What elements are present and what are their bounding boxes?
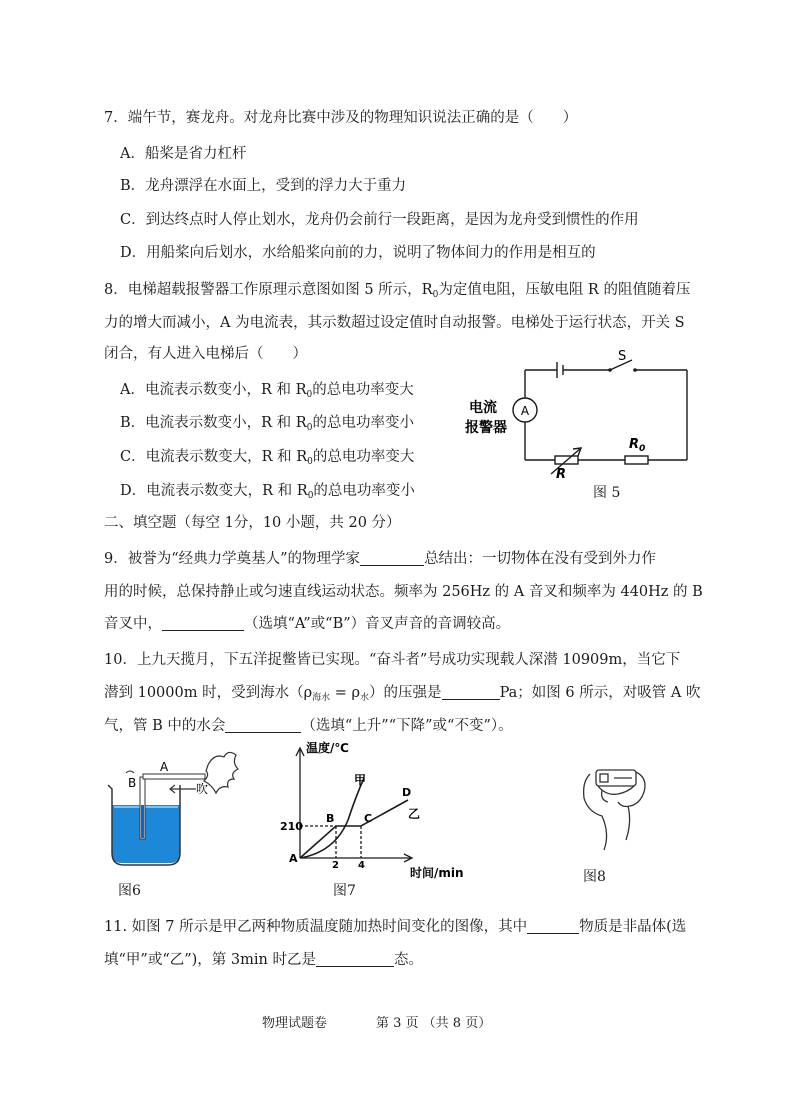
q8-a-sub: 0 bbox=[306, 390, 313, 400]
switch-label: S bbox=[618, 350, 627, 364]
q8-option-b bbox=[120, 413, 414, 438]
figure-7-caption: 图7 bbox=[333, 883, 356, 899]
r0-resistor bbox=[625, 456, 648, 464]
point-b: B bbox=[326, 812, 335, 825]
q9-l3-a: 音叉中， bbox=[104, 616, 162, 632]
q10-l2-a: 潜到 10000m 时，受到海水（ρ bbox=[104, 685, 313, 701]
y-axis-label: 温度/℃ bbox=[306, 741, 349, 755]
figure-7-graph bbox=[280, 740, 480, 880]
q8-a-pre: A．电流表示数变小，R 和 R bbox=[120, 382, 307, 398]
q8-line1-sub: 0 bbox=[432, 290, 439, 300]
q8-stem-line1 bbox=[104, 280, 690, 305]
figure-8-caption: 图8 bbox=[583, 869, 606, 885]
q7-stem: 7．端午节，赛龙舟。对龙舟比赛中涉及的物理知识说法正确的是（ ） bbox=[104, 110, 578, 126]
q10-sub-water: 水 bbox=[360, 693, 370, 703]
q8-option-d bbox=[120, 481, 415, 506]
q7-option-b: B．龙舟漂浮在水面上，受到的浮力大于重力 bbox=[120, 178, 407, 194]
q10-line3 bbox=[104, 716, 513, 736]
q9-line1 bbox=[104, 549, 656, 569]
q8-d-post: 的总电功率变小 bbox=[313, 483, 415, 499]
q8-c-pre: C．电流表示数变大，R 和 R bbox=[120, 449, 308, 465]
q8-d-pre: D．电流表示数变大，R 和 R bbox=[120, 483, 308, 499]
q10-l3-a: 气，管 B 中的水会 bbox=[104, 718, 226, 734]
y-tick-210: 210 bbox=[280, 820, 303, 833]
q10-l3-b: （选填“上升”“下降”或“不变”）。 bbox=[301, 718, 513, 734]
q8-a-post: 的总电功率变大 bbox=[312, 382, 414, 398]
q9-blank-1[interactable] bbox=[360, 551, 424, 566]
q7-option-d: D．用船桨向后划水，水给船桨向前的力，说明了物体间力的作用是相互的 bbox=[120, 245, 596, 261]
point-a: A bbox=[289, 852, 298, 865]
water-fill bbox=[112, 805, 180, 863]
label-yi: 乙 bbox=[408, 807, 421, 821]
q11-l2-a: 填“甲”或“乙”)，第 3min 时乙是 bbox=[104, 952, 316, 968]
q10-l2-b: ）的压强是 bbox=[369, 685, 442, 701]
q9-l3-b: （选填“A”或“B”）音叉声音的音调较高。 bbox=[244, 616, 511, 632]
q7-option-a: A．船桨是省力杠杆 bbox=[120, 146, 247, 162]
q8-c-post: 的总电功率变大 bbox=[312, 449, 415, 465]
figure-8-hand bbox=[570, 762, 660, 852]
q10-line2 bbox=[104, 683, 700, 708]
q11-blank-2[interactable] bbox=[316, 952, 394, 967]
q11-line2 bbox=[104, 950, 423, 970]
alarm-label-2: 报警器 bbox=[465, 420, 507, 436]
q10-blank-1[interactable] bbox=[442, 685, 500, 700]
section-2-heading: 二、填空题（每空 1分，10 小题，共 20 分） bbox=[104, 515, 401, 531]
label-jia: 甲 bbox=[354, 773, 367, 787]
q10-line1: 10．上九天揽月，下五洋捉鳖皆已实现。“奋斗者”号成功实现载人深潜 10909m，当它下 bbox=[104, 652, 681, 668]
q11-l1-b: 物质是非晶体(选 bbox=[579, 919, 687, 935]
label-b: B bbox=[128, 776, 137, 790]
q8-c-sub: 0 bbox=[307, 457, 313, 467]
q11-line1 bbox=[104, 917, 686, 937]
q11-blank-1[interactable] bbox=[527, 919, 579, 934]
q8-line1-b: 为定值电阻，压敏电阻 R 的阻值随着压 bbox=[438, 282, 691, 298]
q10-l2-c: Pa；如图 6 所示，对吸管 A 吹 bbox=[499, 685, 701, 701]
q9-line2: 用的时候，总保持静止或匀速直线运动状态。频率为 256Hz 的 A 音叉和频率为 440Hz 的 B bbox=[104, 584, 703, 600]
ammeter-label: A bbox=[520, 404, 530, 418]
series-yi bbox=[300, 800, 408, 858]
q10-sub-seawater: 海水 bbox=[312, 693, 331, 703]
figure-6-beaker bbox=[100, 745, 250, 875]
footer-title: 物理试题卷 bbox=[262, 1016, 328, 1031]
q8-stem-line3: 闭合，有人进入电梯后（ ） bbox=[104, 346, 307, 362]
q11-l1-a: 11. 如图 7 所示是甲乙两种物质温度随加热时间变化的图像，其中 bbox=[104, 919, 528, 935]
q9-line3 bbox=[104, 614, 510, 634]
x-tick-4: 4 bbox=[358, 860, 365, 871]
point-d: D bbox=[402, 786, 412, 799]
q10-blank-2[interactable] bbox=[225, 718, 301, 733]
q8-stem-line2: 力的增大而减小，A 为电流表，其示数超过设定值时自动报警。电梯处于运行状态，开关 S bbox=[104, 315, 685, 331]
face-icon bbox=[204, 752, 238, 793]
q9-l1-a: 9．被誉为“经典力学奠基人”的物理学家 bbox=[104, 551, 361, 567]
q8-line1-a: 8．电梯超载报警器工作原理示意图如图 5 所示，R bbox=[104, 282, 433, 298]
q8-b-post: 的总电功率变小 bbox=[312, 415, 414, 431]
q8-option-c bbox=[120, 447, 414, 472]
q8-option-a bbox=[120, 380, 414, 405]
r0-label: $R_0$ bbox=[629, 437, 646, 454]
q8-b-sub: 0 bbox=[306, 423, 313, 433]
x-axis-label: 时间/min bbox=[410, 866, 464, 880]
q10-l2-mid: = ρ bbox=[330, 685, 361, 701]
x-tick-2: 2 bbox=[332, 860, 339, 871]
figure-5-caption: 图 5 bbox=[593, 485, 621, 501]
q11-l2-b: 态。 bbox=[393, 952, 423, 968]
q8-d-sub: 0 bbox=[307, 491, 314, 501]
q9-blank-2[interactable] bbox=[162, 616, 244, 631]
straw-a bbox=[143, 774, 205, 779]
footer-page-number: 第 3 页 （共 8 页） bbox=[376, 1016, 492, 1031]
label-a: A bbox=[160, 760, 169, 774]
q8-b-pre: B．电流表示数变小，R 和 R bbox=[120, 415, 307, 431]
point-c: C bbox=[364, 812, 373, 825]
alarm-label-1: 电流 bbox=[469, 400, 497, 416]
r-label: R bbox=[556, 467, 567, 482]
figure-6-caption: 图6 bbox=[118, 883, 141, 899]
q9-l1-b: 总结出：一切物体在没有受到外力作 bbox=[424, 551, 657, 567]
figure-5-circuit bbox=[455, 350, 700, 500]
label-blow: 吹 bbox=[196, 782, 209, 796]
q7-option-c: C．到达终点时人停止划水，龙舟仍会前行一段距离，是因为龙舟受到惯性的作用 bbox=[120, 212, 639, 228]
